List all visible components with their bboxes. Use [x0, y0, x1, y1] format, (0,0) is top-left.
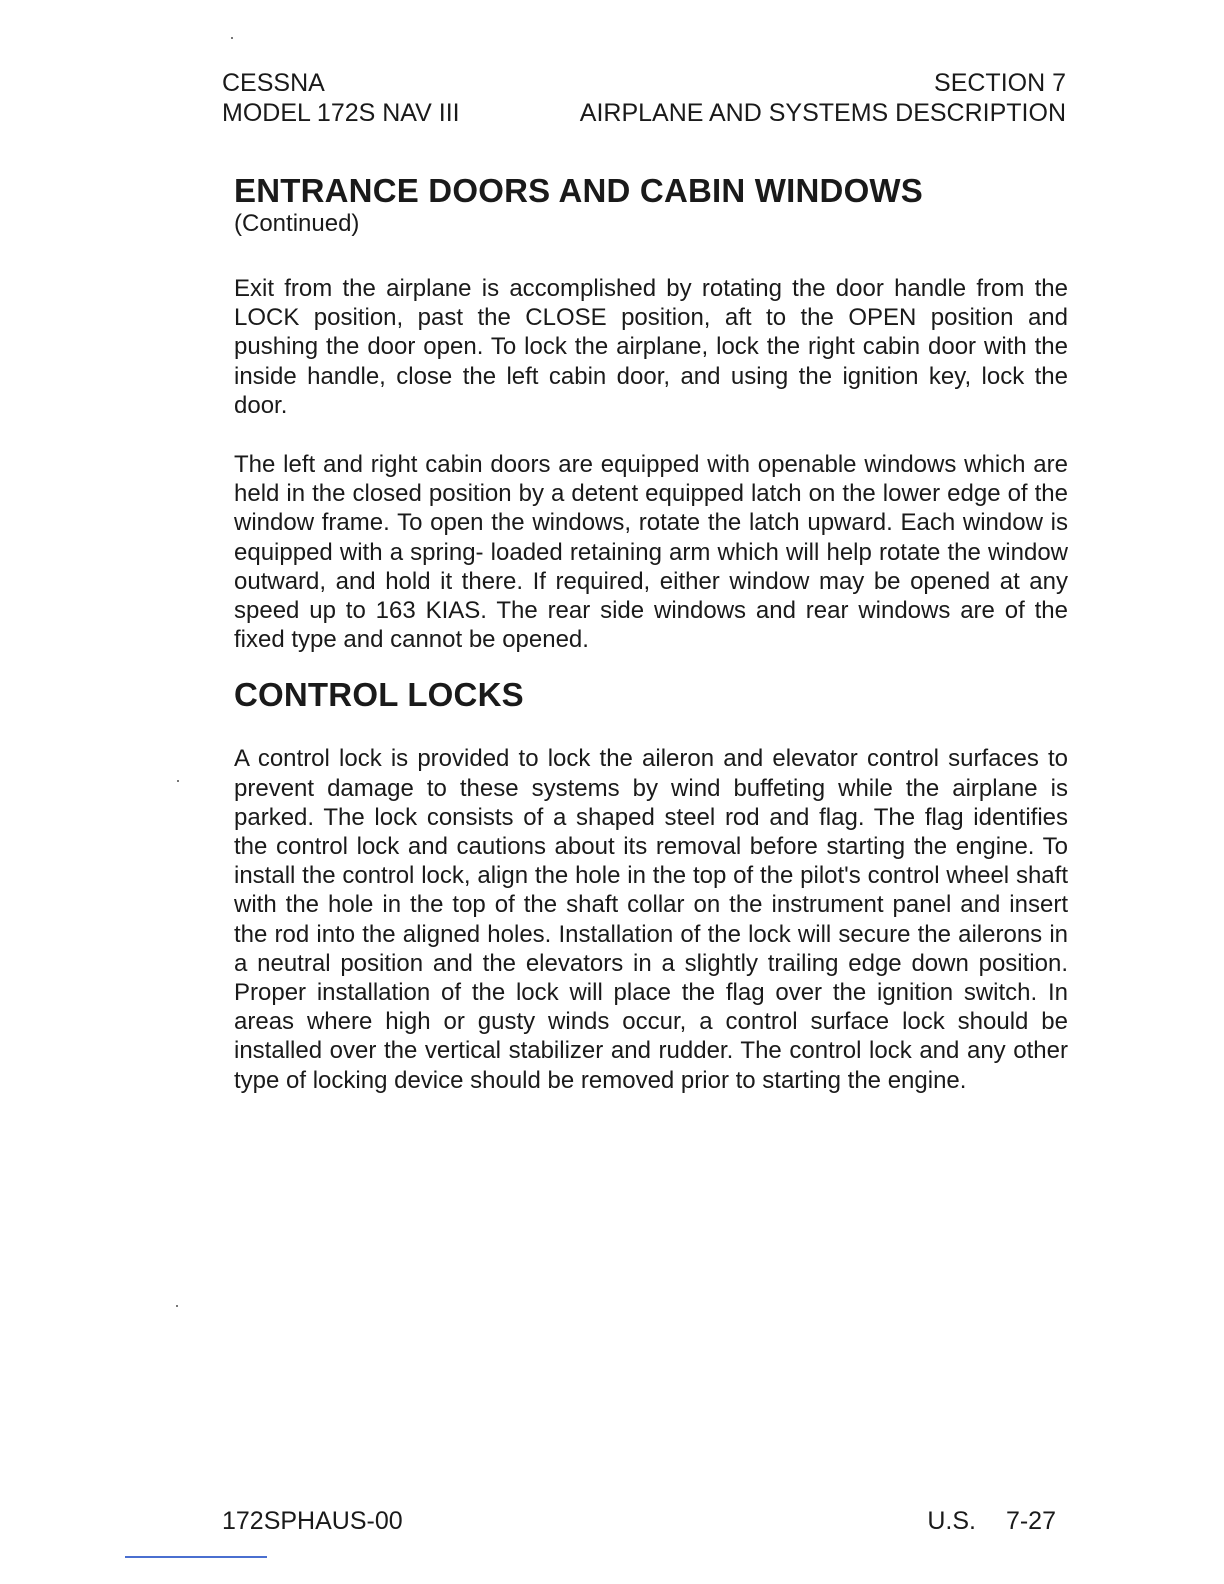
footer-document-id: 172SPHAUS-00 — [222, 1507, 403, 1535]
page-footer — [222, 1506, 1056, 1536]
header-row-top — [222, 68, 1066, 98]
scan-speck — [176, 1305, 178, 1307]
footer-page-number: 7-27 — [1005, 1507, 1056, 1535]
scan-artifact-line — [125, 1556, 267, 1558]
paragraph-cabin-windows: The left and right cabin doors are equipped with openable windows which are held in the closed position by a detent equipped latch on the lower edge of the window frame. To open the windows, rotate the latch upward. Each window is equipped with a spring- loaded retaining arm which will help rotate the window outward, and hold it there. If required, either window may be opened at any speed up to 163 KIAS. The rear side windows and rear windows are of the fixed type and cannot be opened. — [234, 451, 1068, 654]
header-row-bottom — [222, 98, 1066, 128]
paragraph-door-exit: Exit from the airplane is accomplished by rotating the door handle from the LOCK position, past the CLOSE position, aft to the OPEN position and pushing the door open. To lock the airplane, lock the right cabin door with the inside handle, close the left cabin door, and using the ignition key, lock the door. — [234, 275, 1068, 419]
section-heading-control-locks: CONTROL LOCKS — [234, 676, 524, 714]
scan-speck — [177, 780, 179, 782]
header-model: MODEL 172S NAV III — [222, 99, 460, 127]
section-continued-label: (Continued) — [234, 210, 360, 237]
footer-region: U.S. — [927, 1507, 976, 1535]
page-header — [222, 68, 1066, 128]
page-body — [234, 172, 1068, 1095]
section-heading-entrance-doors: ENTRANCE DOORS AND CABIN WINDOWS — [234, 172, 923, 209]
footer-page-info — [927, 1506, 1056, 1536]
scan-speck — [231, 37, 233, 39]
header-manufacturer: CESSNA — [222, 69, 325, 97]
header-section-number: SECTION 7 — [934, 69, 1066, 97]
paragraph-control-lock: A control lock is provided to lock the aileron and elevator control surfaces to prevent damage to these systems by wind buffeting while the airplane is parked. The lock consists of a shaped steel rod and flag. The flag identifies the control lock and cautions about its removal before starting the engine. To install the control lock, align the hole in the top of the pilot's control wheel shaft with the hole in the top of the shaft collar on the instrument panel and insert the rod into the aligned holes. Installation of the lock will secure the ailerons in a neutral position and the elevators in a slightly trailing edge down position. Proper installation of the lock will place the flag over the ignition switch. In areas where high or gusty winds occur, a control surface lock should be installed over the vertical stabilizer and rudder. The control lock and any other type of locking device should be removed prior to starting the engine. — [234, 745, 1068, 1094]
header-section-title: AIRPLANE AND SYSTEMS DESCRIPTION — [579, 99, 1066, 127]
